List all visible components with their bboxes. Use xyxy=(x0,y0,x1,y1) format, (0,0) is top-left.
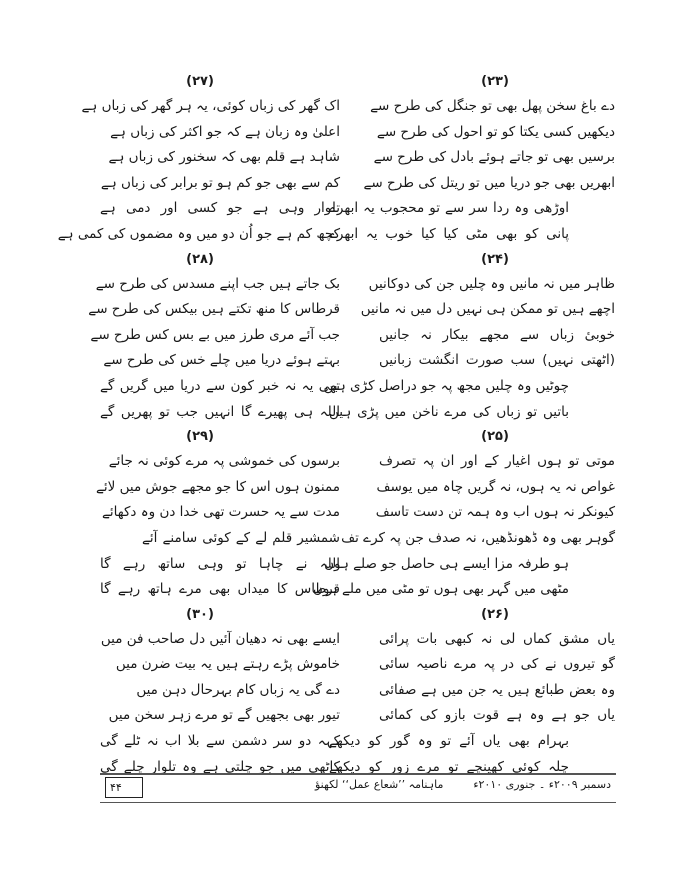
verse-line: شمشیر قلم لے کے کوئی سامنے آئے xyxy=(142,529,340,546)
couplet-line: اللہ نے چاہا تو وہی ساتھ رہے گا xyxy=(100,555,340,572)
footer-bottom-rule xyxy=(100,802,616,803)
verse-line: شاہد ہے قلم بھی کہ سخنور کی زباں ہے xyxy=(108,149,340,166)
verse-line: اک گھر کی زباں کوئی، یہ ہر گھر کی زباں ہے xyxy=(81,98,340,114)
verse-line: جب آئے مری طرز میں بے بس کس طرح سے xyxy=(90,326,340,343)
couplet-line: کہہ دو سر دشمن سے بلا اب نہ ٹلے گی xyxy=(100,733,340,750)
stanza-26 xyxy=(329,603,645,781)
verse-line: تیور بھی بجھیں گے تو مرے زہر سخن میں xyxy=(108,707,340,724)
stanza-30 xyxy=(50,603,350,781)
right-column xyxy=(312,70,645,780)
stanza-number: (۲۶) xyxy=(481,606,509,622)
stanza-number: (۲۷) xyxy=(186,74,214,89)
verse-line: گوہر بھی وہ ڈھونڈھیں، نہ صدف جن پہ کرے تف xyxy=(341,529,615,546)
verse-line: خوبیٔ زباں سے مجھے بیکار نہ جانیں xyxy=(379,326,615,343)
verse-line: ظاہر میں نہ مانیں وہ چلیں جن کی دوکانیں xyxy=(368,275,615,292)
couplet-line: چوٹیں وہ چلیں مجھ پہ جو دراصل کڑی ہیں xyxy=(323,377,569,394)
couplet-line: کاٹھی میں جو چلتی ہے وہ تلوار چلے گی xyxy=(100,758,340,775)
verse-line: دیکھیں کسی یکتا کو تو احول کی طرح سے xyxy=(376,123,615,140)
verse-line: غواص نہ یہ ہوں، نہ گریں چاہ میں یوسف xyxy=(376,478,615,495)
verse-line: ممنون ہوں اس کا جو مجھے جوش میں لائے xyxy=(95,478,340,495)
verse-line: دے گی یہ زباں کام بہرحال دہن میں xyxy=(136,681,340,698)
verse-line: مدت سے یہ حسرت تھی خدا دن وہ دکھائے xyxy=(101,504,340,521)
couplet-line: بہرام بھی یاں آئے تو وہ گور کو دیکھے xyxy=(329,733,569,750)
left-column xyxy=(50,70,350,780)
footer-top-rule xyxy=(100,773,616,775)
verse-line: وہ بعض طبائع ہیں یہ جن میں ہے صفائی xyxy=(379,681,615,698)
couplet-line: ہو طرفہ مزا ایسے ہی حاصل جو صلے ہوں xyxy=(324,555,569,572)
verse-line: بک جاتے ہیں جب اپنے مسدس کی طرح سے xyxy=(95,275,340,292)
couplet-line: پانی کو بھی مٹی کیا کیا خوب یہ ابھرے xyxy=(329,225,569,242)
stanza-number: (۲۴) xyxy=(481,251,509,267)
stanza-27 xyxy=(50,70,350,248)
stanza-29 xyxy=(50,425,350,603)
couplet-line: تلوار وہی ہے جو کسی اور دمی ہے xyxy=(100,200,340,217)
verse-line: برسیں بھی تو جاتے ہوئے بادل کی طرح سے xyxy=(373,149,615,166)
page-number: ۴۴ xyxy=(105,777,143,798)
verse-line: گو تیروں نے کی در پہ مرے ناصیہ سائی xyxy=(379,656,615,673)
verse-line: ابھریں بھی جو دریا میں تو ریتل کی طرح سے xyxy=(363,174,615,191)
verse-line: یاں مشق کماں لی نہ کبھی بات پرائی xyxy=(379,630,615,647)
stanza-number: (۲۸) xyxy=(186,251,214,267)
couplet-line: کچھ کم ہے جو اُن دو میں وہ مضموں کی کمی ہے xyxy=(57,225,340,242)
verse-line: قرطاس کا منھ تکتے ہیں بیکس کی طرح سے xyxy=(88,301,340,318)
stanza-23 xyxy=(329,70,645,248)
couplet-line: مٹھی میں گہر بھی ہوں تو مٹی میں ملے ہوں xyxy=(312,581,569,598)
stanza-number: (۲۹) xyxy=(186,429,214,445)
stanza-25 xyxy=(312,425,645,603)
verse-line: برسوں کی خموشی پہ مرے کوئی نہ جائے xyxy=(108,453,340,470)
verse-line: ایسے بھی نہ دھیان آئیں دل صاحب فن میں xyxy=(100,630,340,647)
magazine-title: ماہنامہ ’’شعاع عمل‘‘ لکھنؤ xyxy=(315,778,444,791)
couplet-line: قرطاس کا میداں بھی مرے ہاتھ رہے گا xyxy=(100,581,340,598)
couplet-line: اوڑھی وہ ردا سر سے تو محجوب یہ ابھرے xyxy=(329,200,569,217)
verse-line: خاموش پڑے رہتے ہیں یہ بیت ضرن میں xyxy=(115,656,340,673)
verse-line: (اٹھتی نہیں) سب صورت انگشت زبانیں xyxy=(379,352,615,369)
stanza-number: (۲۳) xyxy=(481,74,509,89)
stanza-number: (۳۰) xyxy=(186,606,214,622)
verse-line: یاں جو ہے وہ ہے قوت بازو کی کمائی xyxy=(379,707,615,724)
stanza-24 xyxy=(323,248,645,426)
verse-line: موتی تو ہوں اغیار کے اور ان پہ تصرف xyxy=(379,453,615,470)
verse-line: کم سے بھی جو کم ہو تو برابر کی زباں ہے xyxy=(100,174,340,191)
stanza-28 xyxy=(50,248,350,426)
verse-line: دے باغ سخن پھل بھی تو جنگل کی طرح سے xyxy=(370,98,615,114)
couplet-line: اللہ ہی پھیرے گا انہیں جب تو پھریں گے xyxy=(100,403,340,420)
stanza-number: (۲۵) xyxy=(481,429,509,445)
couplet-line: چلہ کوئی کھینچے تو مرے زور کو دیکھے xyxy=(329,758,569,775)
couplet-line: تھی یہ نہ خبر کون سے دریا میں گریں گے xyxy=(100,377,340,394)
verse-line: بہتے ہوئے دریا میں چلے خس کی طرح سے xyxy=(103,352,340,369)
verse-line: اعلیٰ وہ زبان ہے کہ جو اکثر کی زباں ہے xyxy=(110,123,340,140)
couplet-line: باتیں تو زباں کی مرے ناخن میں پڑی ہیں xyxy=(329,403,569,420)
page-footer xyxy=(100,773,616,803)
verse-line: کیونکر نہ ہوں اب وہ ہمہ تن دست تاسف xyxy=(375,504,615,521)
issue-date: دسمبر ۲۰۰۹ء ۔ جنوری ۲۰۱۰ء xyxy=(473,778,611,791)
verse-line: اچھے ہیں تو ممکن ہی نہیں دل میں نہ مانیں xyxy=(360,301,615,318)
